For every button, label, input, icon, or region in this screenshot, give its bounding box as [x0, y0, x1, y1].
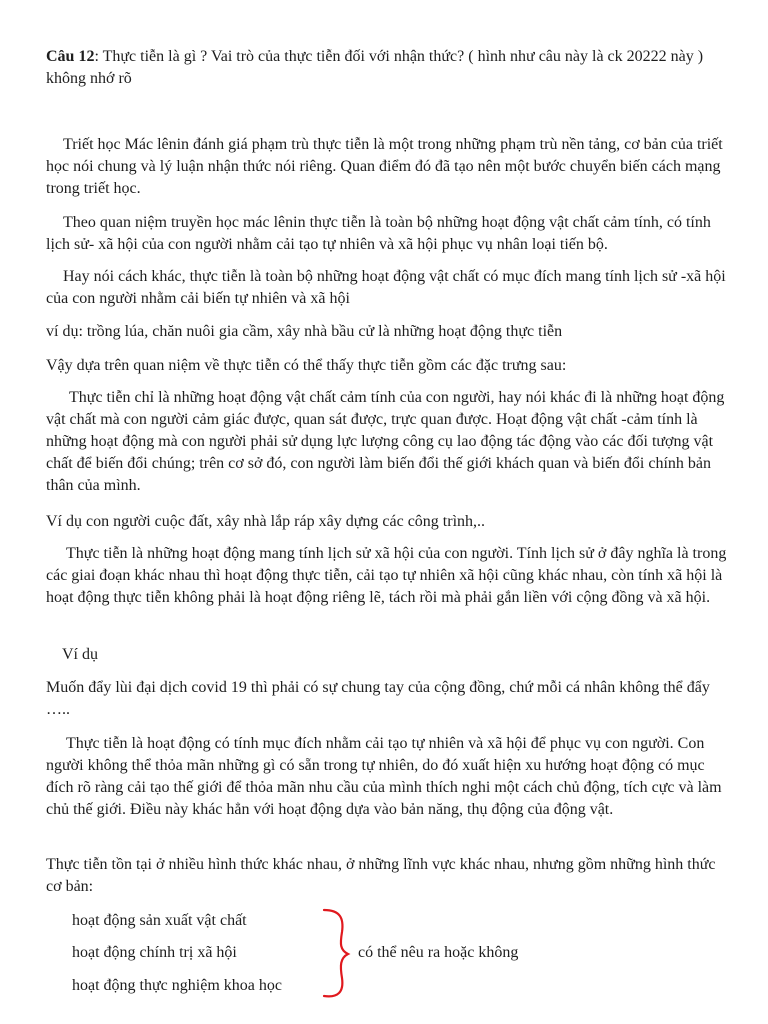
- question-heading: [46, 46, 730, 90]
- question-label: Câu 12: [46, 48, 95, 65]
- paragraph: Theo quan niệm truyền học mác lênin thực tiễn là toàn bộ những hoạt động vật chất cảm tính, có tính lịch sử- xã hội của con người nhằm cải tạo tự nhiên và xã hội phục vụ nhân loại tiến bộ.: [46, 214, 711, 253]
- paragraph: Vậy dựa trên quan niệm về thực tiễn có thể thấy thực tiễn gồm các đặc trưng sau:: [46, 357, 567, 374]
- paragraph: Ví dụ: [62, 646, 98, 663]
- paragraph: Thực tiễn là những hoạt động mang tính lịch sử xã hội của con người. Tính lịch sử ở đây nghĩa là trong các giai đoạn khác nhau thì hoạt động thực tiễn, cải tạo tự nhiên xã hội cũng khác nhau, còn tính xã hội là hoạt động thực tiễn không phải là hoạt động riêng lẽ, tách rồi mà phải gắn liền với cộng đồng và xã hội.: [46, 545, 727, 606]
- paragraph: Ví dụ con người cuộc đất, xây nhà lắp ráp xây dựng các công trình,..: [46, 513, 486, 530]
- brace-note: có thể nêu ra hoặc không: [358, 944, 519, 961]
- paragraph: ví dụ: trồng lúa, chăn nuôi gia cầm, xây nhà bầu cử là những hoạt động thực tiễn: [46, 323, 563, 340]
- list-item: hoạt động thực nghiệm khoa học: [72, 977, 282, 994]
- paragraph: Thực tiễn là hoạt động có tính mục đích nhằm cải tạo tự nhiên và xã hội để phục vụ con người. Con người không thể thỏa mãn những gì có sẵn trong tự nhiên, do đó xuất hiện xu hướng hoạt động có mục đích rõ ràng cải tạo thế giới để thỏa mãn nhu cầu của mình thích nghi một cách chủ động, tích cực và làm chủ thế giới. Điều này khác hẳn với hoạt động dựa vào bản năng, thụ động của động vật.: [46, 735, 722, 818]
- paragraph: Hay nói cách khác, thực tiễn là toàn bộ những hoạt động vật chất có mục đích mang tính lịch sử -xã hội của con người nhằm cải biến tự nhiên và xã hội: [46, 268, 726, 307]
- paragraph: Triết học Mác lênin đánh giá phạm trù thực tiễn là một trong những phạm trù nền tảng, cơ bản của triết học nói chung và lý luận nhận thức nói riêng. Quan điểm đó đã tạo nên một bước chuyển biến cách mạng trong triết học.: [46, 136, 723, 197]
- brace-path: [324, 910, 348, 996]
- question-text: : Thực tiễn là gì ? Vai trò của thực tiễn đối với nhận thức? ( hình như câu này là ck 20222 này ) không nhớ rõ: [46, 48, 704, 87]
- paragraph: Thực tiễn tồn tại ở nhiều hình thức khác nhau, ở những lĩnh vực khác nhau, nhưng gồm những hình thức cơ bản:: [46, 856, 716, 895]
- paragraph: Thực tiễn chỉ là những hoạt động vật chất cảm tính của con người, hay nói khác đi là những hoạt động vật chất mà con người cảm giác được, quan sát được, trực quan được. Hoạt động vật chất -cảm tính là những hoạt động mà con người phải sử dụng lực lượng công cụ lao động tác động vào các đối tượng vật chất để biến đổi chúng; trên cơ sở đó, con người làm biến đổi thế giới khách quan và biến đổi chính bản thân của mình.: [46, 389, 725, 494]
- list-item: hoạt động sản xuất vật chất: [72, 912, 247, 929]
- curly-brace-icon: [318, 906, 354, 1002]
- list-item: hoạt động chính trị xã hội: [72, 944, 237, 961]
- paragraph: Muốn đẩy lùi đại dịch covid 19 thì phải có sự chung tay của cộng đồng, chứ mỗi cá nhân không thể đẩy …..: [46, 679, 710, 718]
